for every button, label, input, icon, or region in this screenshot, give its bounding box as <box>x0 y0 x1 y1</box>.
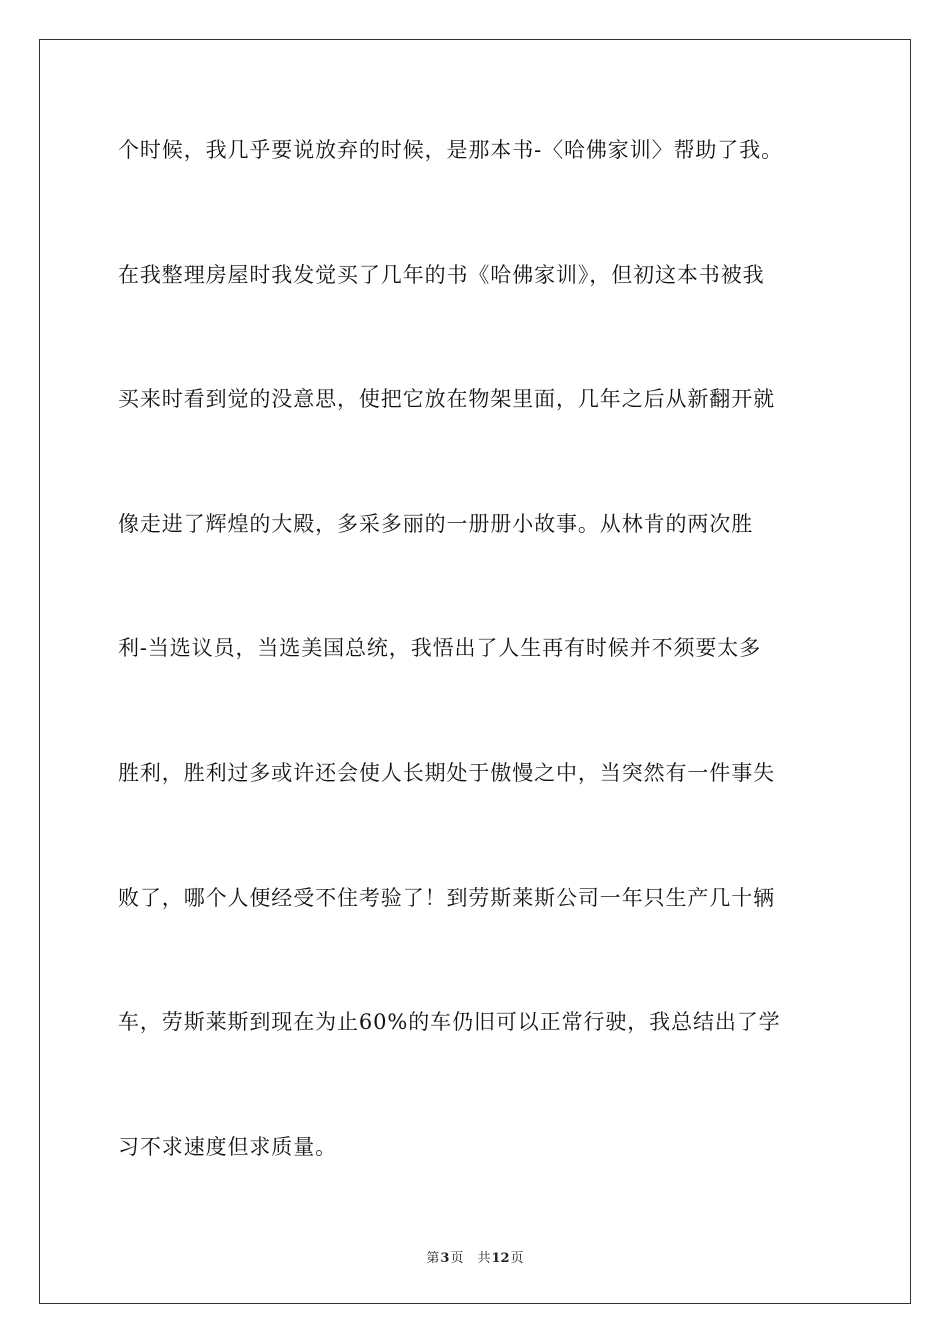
total-page-count: 12 <box>491 1251 510 1266</box>
text-line-6: 胜利，胜利过多或许还会使人长期处于傲慢之中，当突然有一件事失 <box>118 760 775 785</box>
text-line-7: 败了，哪个人便经受不住考验了！到劳斯莱斯公司一年只生产几十辆 <box>118 885 775 910</box>
text-line-9: 习不求速度但求质量。 <box>118 1134 337 1159</box>
total-unit: 页 <box>510 1251 524 1266</box>
text-line-3: 买来时看到觉的没意思，使把它放在物架里面，几年之后从新翻开就 <box>118 387 775 412</box>
total-prefix: 共 <box>477 1251 491 1266</box>
page-unit: 页 <box>450 1251 464 1266</box>
text-line-2: 在我整理房屋时我发觉买了几年的书《哈佛家训》，但初这本书被我 <box>118 262 765 287</box>
text-line-5: 利-当选议员，当选美国总统，我悟出了人生再有时候并不须要太多 <box>118 636 762 661</box>
current-page-number: 3 <box>440 1251 450 1266</box>
text-line-4: 像走进了辉煌的大殿，多采多丽的一册册小故事。从林肯的两次胜 <box>118 511 754 536</box>
text-line-8: 车，劳斯莱斯到现在为止60%的车仍旧可以正常行驶，我总结出了学 <box>118 1010 781 1035</box>
text-line-1: 个时候，我几乎要说放弃的时候，是那本书-〈哈佛家训〉帮助了我。 <box>118 138 783 162</box>
page-prefix: 第 <box>426 1251 440 1266</box>
page-footer <box>0 1247 950 1266</box>
document-body <box>118 128 834 1249</box>
